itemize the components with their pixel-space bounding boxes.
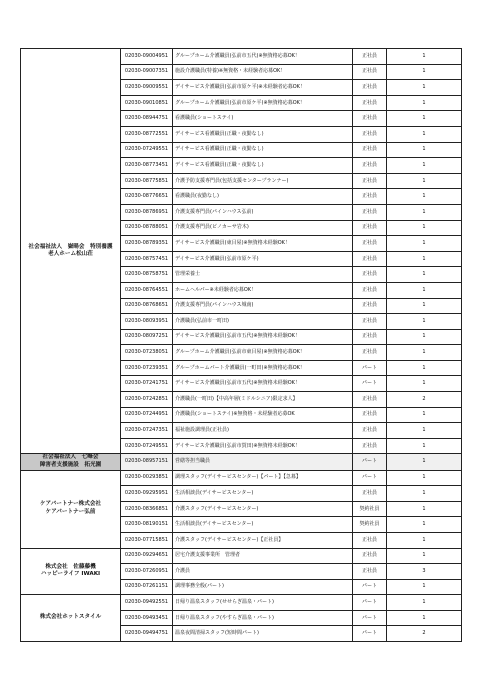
employer-name bbox=[21, 454, 121, 470]
job-code: 02030-07249551 bbox=[121, 142, 173, 158]
opening-count: 1 bbox=[387, 486, 462, 502]
opening-count: 1 bbox=[387, 329, 462, 345]
employment-type: 正社員 bbox=[353, 95, 387, 111]
job-title: デイサービス看護職員(正職・夜勤なし) bbox=[173, 126, 353, 142]
employer-name bbox=[21, 49, 121, 454]
employer-name-line: ハッピーライフ IWAKI bbox=[40, 571, 101, 578]
job-title: 看護職員(夜勤なし) bbox=[173, 189, 353, 205]
job-code: 02030-08768651 bbox=[121, 298, 173, 314]
job-listing-table bbox=[20, 48, 462, 642]
job-title: デイサービス介護職員(弘前市五代)※無資格未経験OK！ bbox=[173, 329, 353, 345]
opening-count: 1 bbox=[387, 251, 462, 267]
employer-name bbox=[21, 470, 121, 548]
job-title: 介護員 bbox=[173, 564, 353, 580]
employer-name bbox=[21, 595, 121, 642]
job-title: 居宅介護支援事業所 管理者 bbox=[173, 548, 353, 564]
employment-type: 正社員 bbox=[353, 345, 387, 361]
job-title: 調理スタッフ(デイサービスセンター)【パート】【急募】 bbox=[173, 470, 353, 486]
job-code: 02030-07247351 bbox=[121, 423, 173, 439]
opening-count: 1 bbox=[387, 142, 462, 158]
job-code: 02030-00293851 bbox=[121, 470, 173, 486]
job-title: 介護支援専門員(ピノカーサ岩木) bbox=[173, 220, 353, 236]
job-code: 02030-08366851 bbox=[121, 501, 173, 517]
opening-count: 1 bbox=[387, 158, 462, 174]
employment-type: 正社員 bbox=[353, 423, 387, 439]
opening-count: 1 bbox=[387, 173, 462, 189]
employment-type: 正社員 bbox=[353, 298, 387, 314]
job-code: 02030-08786951 bbox=[121, 204, 173, 220]
employment-type: 正社員 bbox=[353, 64, 387, 80]
opening-count: 3 bbox=[387, 564, 462, 580]
employment-type: パート bbox=[353, 626, 387, 642]
job-title: 日帰り温泉スタッフ(やすらぎ温泉・パート) bbox=[173, 610, 353, 626]
opening-count: 1 bbox=[387, 267, 462, 283]
opening-count: 1 bbox=[387, 376, 462, 392]
employment-type: 正社員 bbox=[353, 80, 387, 96]
job-title: 介護スタッフ(デイサービスセンター) bbox=[173, 501, 353, 517]
job-title: 調理事務全般(パート) bbox=[173, 579, 353, 595]
employment-type: 正社員 bbox=[353, 236, 387, 252]
opening-count: 1 bbox=[387, 189, 462, 205]
job-title: 介護スタッフ(デイサービスセンター)【正社員】 bbox=[173, 532, 353, 548]
opening-count: 1 bbox=[387, 532, 462, 548]
opening-count: 1 bbox=[387, 236, 462, 252]
job-title: 介護支援専門員(パインハウス弘前) bbox=[173, 204, 353, 220]
job-listing-body bbox=[21, 49, 462, 642]
job-title: 介護職員(一町田)【中高年層(ミドルシニア)限定求人】 bbox=[173, 392, 353, 408]
job-code: 02030-09295951 bbox=[121, 486, 173, 502]
employment-type: パート bbox=[353, 579, 387, 595]
employment-type: パート bbox=[353, 470, 387, 486]
employment-type: 正社員 bbox=[353, 220, 387, 236]
job-title: 看護職員(ショートステイ) bbox=[173, 111, 353, 127]
job-code: 02030-08190151 bbox=[121, 517, 173, 533]
job-code: 02030-09007351 bbox=[121, 64, 173, 80]
job-code: 02030-08772551 bbox=[121, 126, 173, 142]
job-code: 02030-07241751 bbox=[121, 376, 173, 392]
employment-type: 正社員 bbox=[353, 486, 387, 502]
job-code: 02030-08789351 bbox=[121, 236, 173, 252]
employment-type: 正社員 bbox=[353, 142, 387, 158]
employment-type: 契約社員 bbox=[353, 517, 387, 533]
job-title: グループホームパート介護職員(一町田)※無資格応募OK！ bbox=[173, 360, 353, 376]
job-code: 02030-09493451 bbox=[121, 610, 173, 626]
job-code: 02030-07249551 bbox=[121, 438, 173, 454]
employment-type: 正社員 bbox=[353, 173, 387, 189]
employment-type: 正社員 bbox=[353, 158, 387, 174]
employment-type: 正社員 bbox=[353, 282, 387, 298]
job-code: 02030-07261151 bbox=[121, 579, 173, 595]
job-title: デイサービス看護職員(正職・夜勤なし) bbox=[173, 158, 353, 174]
table-row bbox=[21, 548, 462, 564]
employment-type: 正社員 bbox=[353, 407, 387, 423]
employment-type: 正社員 bbox=[353, 392, 387, 408]
job-code: 02030-08764551 bbox=[121, 282, 173, 298]
opening-count: 1 bbox=[387, 548, 462, 564]
employer-name-line: 社会福祉法人 七峰会 bbox=[42, 454, 99, 461]
opening-count: 1 bbox=[387, 501, 462, 517]
opening-count: 1 bbox=[387, 95, 462, 111]
employer-name-line: ケアパートナー株式会社 bbox=[39, 501, 102, 508]
employer-name-line: 株式会社 佐藤藤機 bbox=[45, 563, 96, 570]
employment-type: 正社員 bbox=[353, 251, 387, 267]
opening-count: 1 bbox=[387, 204, 462, 220]
job-code: 02030-08788051 bbox=[121, 220, 173, 236]
opening-count: 1 bbox=[387, 579, 462, 595]
job-code: 02030-08773451 bbox=[121, 158, 173, 174]
opening-count: 2 bbox=[387, 392, 462, 408]
employment-type: 正社員 bbox=[353, 564, 387, 580]
job-title: 介護予防支援専門員(包括支援センタープランナー) bbox=[173, 173, 353, 189]
opening-count: 1 bbox=[387, 454, 462, 470]
job-code: 02030-08775851 bbox=[121, 173, 173, 189]
job-title: 施設介護職員(特養)※無資格・未経験者応募OK！ bbox=[173, 64, 353, 80]
job-title: ホームヘルパー※未経験者応募OK！ bbox=[173, 282, 353, 298]
opening-count: 1 bbox=[387, 517, 462, 533]
opening-count: 1 bbox=[387, 470, 462, 486]
job-title: デイサービス介護職員(弘前市原ケ平) bbox=[173, 251, 353, 267]
employment-type: 正社員 bbox=[353, 204, 387, 220]
job-title: グループホーム介護職員(弘前市原ケ平)※無資格応募OK！ bbox=[173, 95, 353, 111]
employment-type: 正社員 bbox=[353, 189, 387, 205]
job-title: 介護職員(ショートステイ)※無資格・未経験者応募OK bbox=[173, 407, 353, 423]
employer-name-line: 社会福祉法人 嶽暘会 特別養護 bbox=[28, 243, 113, 250]
opening-count: 1 bbox=[387, 595, 462, 611]
job-code: 02030-08758751 bbox=[121, 267, 173, 283]
job-code: 02030-08944751 bbox=[121, 111, 173, 127]
table-row bbox=[21, 454, 462, 470]
job-title: 営繕等担当職員 bbox=[173, 454, 353, 470]
job-code: 02030-08957151 bbox=[121, 454, 173, 470]
job-title: デイサービス看護職員(正職・夜勤なし) bbox=[173, 142, 353, 158]
job-code: 02030-09010851 bbox=[121, 95, 173, 111]
employment-type: 正社員 bbox=[353, 49, 387, 65]
employment-type: 契約社員 bbox=[353, 501, 387, 517]
job-title: 管理栄養士 bbox=[173, 267, 353, 283]
opening-count: 1 bbox=[387, 314, 462, 330]
job-title: デイサービス介護職員(弘前市五代)※無資格未経験OK！ bbox=[173, 376, 353, 392]
job-code: 02030-08757451 bbox=[121, 251, 173, 267]
job-title: 日帰り温泉スタッフ(せせらぎ温泉・パート) bbox=[173, 595, 353, 611]
job-code: 02030-07238051 bbox=[121, 345, 173, 361]
opening-count: 1 bbox=[387, 610, 462, 626]
table-row bbox=[21, 595, 462, 611]
opening-count: 1 bbox=[387, 126, 462, 142]
employment-type: 正社員 bbox=[353, 548, 387, 564]
job-code: 02030-08093951 bbox=[121, 314, 173, 330]
employment-type: 正社員 bbox=[353, 438, 387, 454]
opening-count: 1 bbox=[387, 423, 462, 439]
table-row bbox=[21, 49, 462, 65]
job-title: グループホーム介護職員(弘前市東目屋)※無資格応募OK！ bbox=[173, 345, 353, 361]
employment-type: 正社員 bbox=[353, 267, 387, 283]
employment-type: パート bbox=[353, 360, 387, 376]
job-code: 02030-09004951 bbox=[121, 49, 173, 65]
job-code: 02030-09009551 bbox=[121, 80, 173, 96]
job-code: 02030-09294651 bbox=[121, 548, 173, 564]
opening-count: 1 bbox=[387, 220, 462, 236]
job-code: 02030-08776651 bbox=[121, 189, 173, 205]
employer-name-line: 株式会社ホットスタイル bbox=[39, 614, 102, 621]
opening-count: 1 bbox=[387, 438, 462, 454]
employment-type: パート bbox=[353, 376, 387, 392]
opening-count: 1 bbox=[387, 360, 462, 376]
job-title: グループホーム介護職員(弘前市五代)※無資格応募OK！ bbox=[173, 49, 353, 65]
job-code: 02030-09494751 bbox=[121, 626, 173, 642]
job-code: 02030-09492551 bbox=[121, 595, 173, 611]
job-title: 介護支援専門員(パインハウス城南) bbox=[173, 298, 353, 314]
opening-count: 1 bbox=[387, 64, 462, 80]
job-code: 02030-07244951 bbox=[121, 407, 173, 423]
employer-name-line: 障害者支援施設 拓光園 bbox=[39, 461, 102, 468]
job-title: デイサービス介護職員(東目屋)※無資格未経験OK！ bbox=[173, 236, 353, 252]
job-title: 生活相談員(デイサービスセンター) bbox=[173, 517, 353, 533]
table-row bbox=[21, 470, 462, 486]
job-title: 生活相談員(デイサービスセンター) bbox=[173, 486, 353, 502]
job-title: デイサービス介護職員(弘前市賀田)※無資格未経験OK！ bbox=[173, 438, 353, 454]
employer-name-line: ケアパートナー弘前 bbox=[45, 509, 96, 516]
opening-count: 1 bbox=[387, 80, 462, 96]
job-title: 福祉施設調理員(正社員) bbox=[173, 423, 353, 439]
job-title: 温泉夜間清掃スタッフ(短時間パート) bbox=[173, 626, 353, 642]
job-title: 介護職員(弘前市一町田) bbox=[173, 314, 353, 330]
employment-type: 正社員 bbox=[353, 126, 387, 142]
job-code: 02030-07239351 bbox=[121, 360, 173, 376]
opening-count: 1 bbox=[387, 111, 462, 127]
opening-count: 2 bbox=[387, 626, 462, 642]
job-code: 02030-07715851 bbox=[121, 532, 173, 548]
employer-name-line: 老人ホーム松山荘 bbox=[48, 251, 93, 258]
employment-type: 正社員 bbox=[353, 111, 387, 127]
opening-count: 1 bbox=[387, 298, 462, 314]
job-code: 02030-08097251 bbox=[121, 329, 173, 345]
opening-count: 1 bbox=[387, 49, 462, 65]
employer-name bbox=[21, 548, 121, 595]
opening-count: 1 bbox=[387, 407, 462, 423]
employment-type: 正社員 bbox=[353, 329, 387, 345]
job-title: デイサービス介護職員(弘前市原ケ平)※未経験者応募OK！ bbox=[173, 80, 353, 96]
employment-type: 正社員 bbox=[353, 532, 387, 548]
job-code: 02030-07260951 bbox=[121, 564, 173, 580]
job-code: 02030-07242851 bbox=[121, 392, 173, 408]
employment-type: パート bbox=[353, 610, 387, 626]
employment-type: パート bbox=[353, 595, 387, 611]
employment-type: パート bbox=[353, 454, 387, 470]
opening-count: 1 bbox=[387, 345, 462, 361]
opening-count: 1 bbox=[387, 282, 462, 298]
employment-type: 正社員 bbox=[353, 314, 387, 330]
